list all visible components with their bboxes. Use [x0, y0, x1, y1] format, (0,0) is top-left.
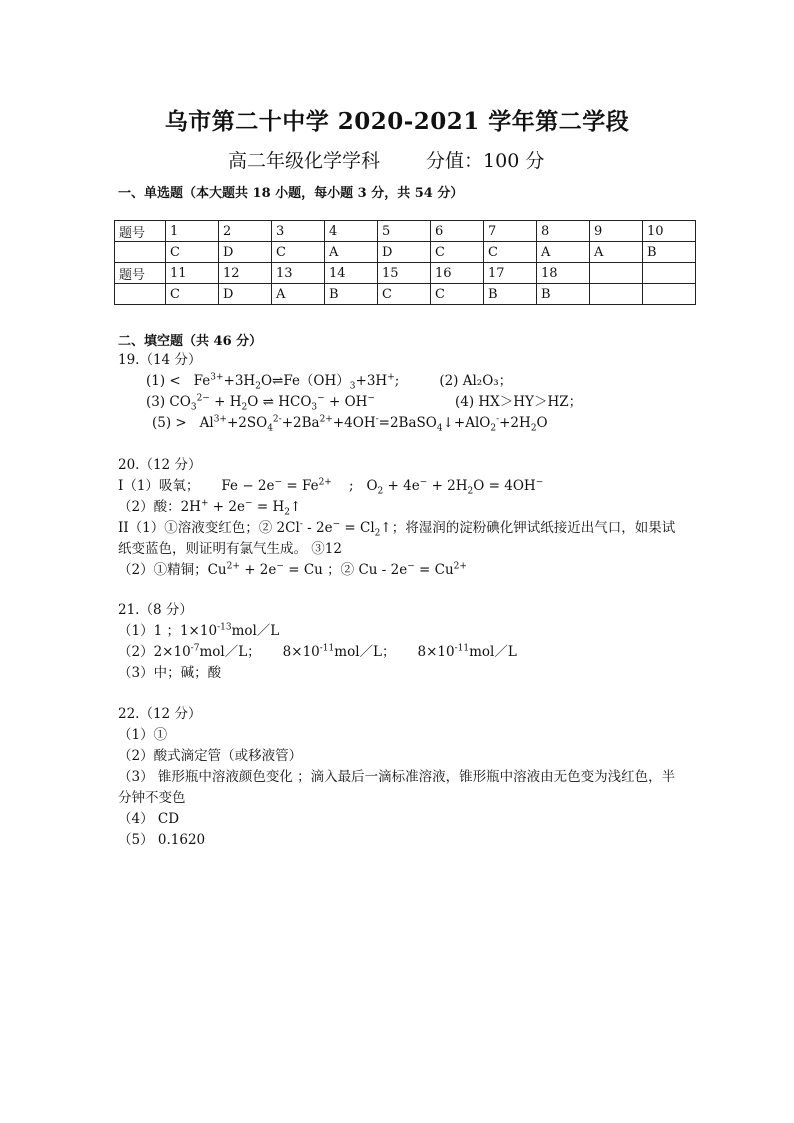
question-number: 17 [484, 263, 537, 284]
section-2-heading: 二、填空题（共 46 分） [118, 334, 263, 349]
answer-line: （2）酸：$2H^+ + 2e^- = H_2↑$ [118, 498, 302, 518]
question-number: 8 [537, 221, 590, 242]
answer-line: I（1）吸氧； $Fe - 2e^- = Fe^{2+}$ ; $O_2 + 4e^- + 2H_2O = 4OH^-$ [118, 477, 544, 497]
answer-cell: C [431, 284, 484, 305]
answer-cell: A [590, 242, 643, 263]
answer-cell: B [325, 284, 378, 305]
table-row [115, 263, 696, 284]
question-number: 9 [590, 221, 643, 242]
answer-line: (3) $CO_3^{2-} + H_2O$ ⇌ $HCO_3^- + OH^-$ (4) HX＞HY＞HZ； [146, 393, 583, 413]
question-title: 19.（14 分） [118, 352, 202, 368]
answer-cell [643, 284, 696, 305]
question-title: 21.（8 分） [118, 602, 193, 618]
question-number: 11 [166, 263, 219, 284]
answer-line: （3） 锥形瓶中溶液颜色变化 ；滴入最后一滴标准溶液，锥形瓶中溶液由无色变为浅红色，半分钟不变色 [118, 769, 676, 806]
question-number: 16 [431, 263, 484, 284]
question-title: 20.（12 分） [118, 457, 202, 473]
answer-cell: C [431, 242, 484, 263]
question-number: 10 [643, 221, 696, 242]
question-number: 15 [378, 263, 431, 284]
question-22 [118, 704, 688, 851]
answer-line: （3）中；碱；酸 [118, 665, 222, 681]
answer-cell: C [484, 242, 537, 263]
question-number [590, 263, 643, 284]
answer-line: （2）酸式滴定管（或移液管） [118, 748, 303, 764]
answer-cell: D [219, 242, 272, 263]
question-number: 13 [272, 263, 325, 284]
answer-line: （1）1 ；$1\times 10^{-13}mol/L$ [118, 622, 280, 639]
answer-line: $(5) > Al^{3+}+2SO_4^{2-}+2Ba^{2+}+4OH^-=2BaSO_4↓+AlO_2^-+2H_2O$ [152, 414, 548, 434]
row-label: 题号 [115, 263, 166, 284]
answer-cell: B [537, 284, 590, 305]
question-19 [118, 350, 582, 434]
question-number [643, 263, 696, 284]
answer-line: $(1) < Fe^{3+}+3H_2O\rightleftharpoons Fe(OH)_3+3H^+$; (2) Al₂O₃； [146, 372, 513, 392]
answer-cell: A [272, 284, 325, 305]
empty-cell [115, 242, 166, 263]
answer-cell: B [484, 284, 537, 305]
table-row [115, 242, 696, 263]
question-number: 18 [537, 263, 590, 284]
question-number: 7 [484, 221, 537, 242]
answer-line: II（1）①溶液变红色；② $2Cl^- - 2e^- = Cl_2↑$；将湿润的淀粉碘化钾试纸接近出气口，如果试纸变蓝色，则证明有氯气生成。 ③12 [118, 519, 676, 557]
question-21 [118, 600, 517, 684]
empty-cell [115, 284, 166, 305]
answer-table [114, 220, 696, 305]
page-title: 乌市第二十中学 2020-2021 学年第二学段 [164, 108, 630, 135]
answer-cell: A [537, 242, 590, 263]
question-number: 3 [272, 221, 325, 242]
question-number: 2 [219, 221, 272, 242]
question-20 [118, 455, 688, 581]
answer-line: （2）①精铜；$Cu^{2+} + 2e^- = Cu$ ；② $Cu - 2e^- = Cu^{2+}$ [118, 561, 467, 578]
question-number: 5 [378, 221, 431, 242]
answer-cell: C [166, 242, 219, 263]
answer-cell: B [643, 242, 696, 263]
answer-cell: D [378, 242, 431, 263]
total-score-label: 分值：100 分 [426, 150, 545, 172]
table-row [115, 284, 696, 305]
answer-cell [590, 284, 643, 305]
table-row [115, 221, 696, 242]
answer-cell: C [378, 284, 431, 305]
answer-cell: C [272, 242, 325, 263]
answer-cell: C [166, 284, 219, 305]
subject-label: 高二年级化学学科 [228, 150, 381, 172]
answer-line: $(2)2\times 10^{-7}mol/L$； $8\times 10^{-11}mol/L$； $8\times 10^{-11}mol/L$ [118, 643, 517, 660]
section-1-heading: 一、单选题（本大题共 18 小题，每小题 3 分，共 54 分） [118, 186, 464, 201]
question-number: 4 [325, 221, 378, 242]
row-label: 题号 [115, 221, 166, 242]
question-number: 6 [431, 221, 484, 242]
question-title: 22.（12 分） [118, 706, 202, 722]
page-subtitle [228, 146, 544, 173]
answer-cell: D [219, 284, 272, 305]
question-number: 1 [166, 221, 219, 242]
answer-cell: A [325, 242, 378, 263]
answer-line: （4） CD [118, 811, 180, 827]
question-number: 12 [219, 263, 272, 284]
answer-line: （5） 0.1620 [118, 832, 206, 848]
question-number: 14 [325, 263, 378, 284]
answer-line: （1）① [118, 727, 168, 743]
